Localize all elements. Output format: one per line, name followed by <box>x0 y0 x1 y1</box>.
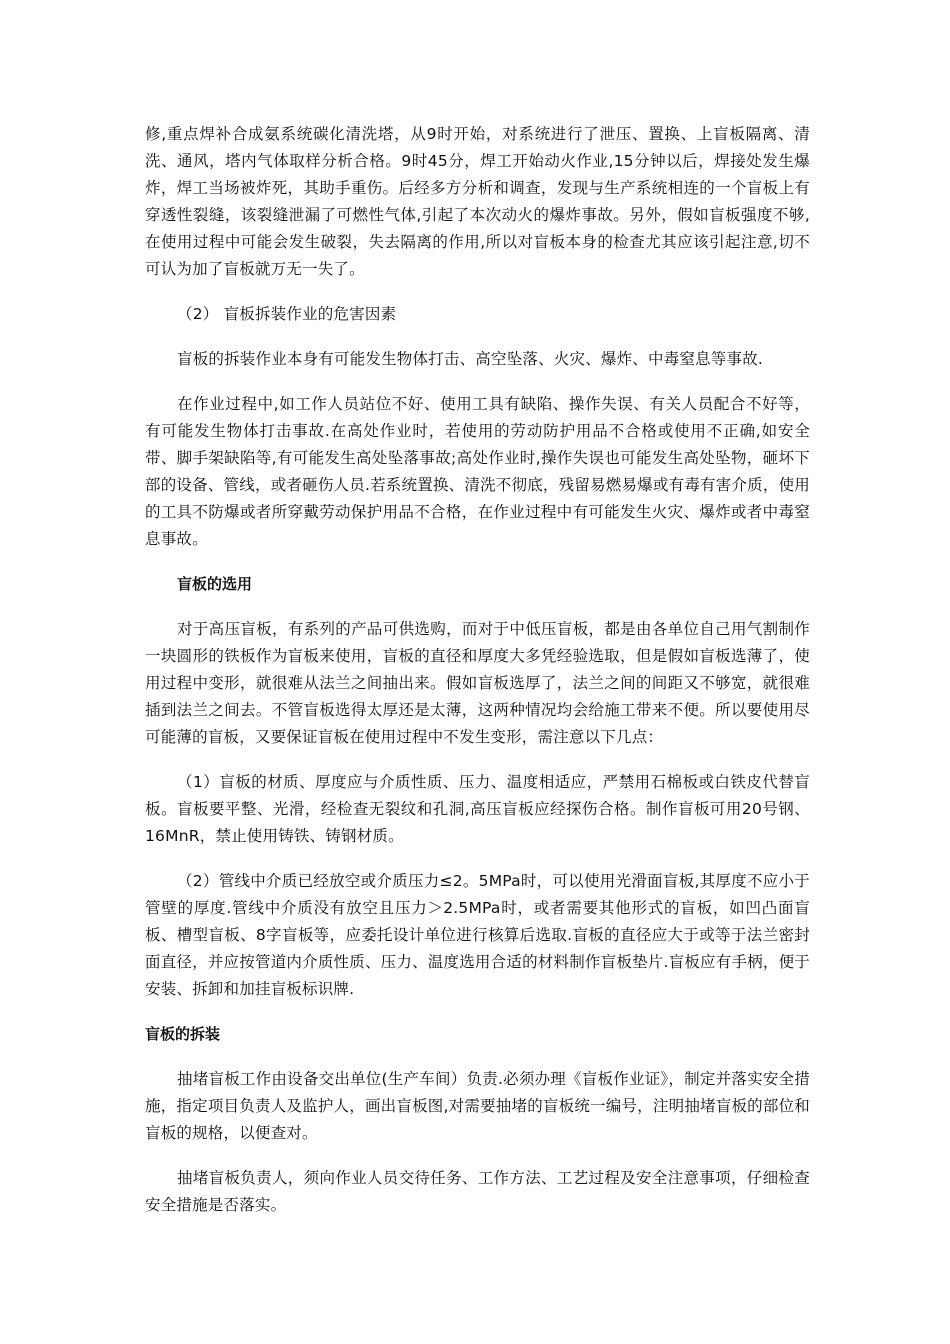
document-body <box>145 121 810 1219</box>
paragraph-accident-case: 修,重点焊补合成氨系统碳化清洗塔，从9时开始，对系统进行了泄压、置换、上盲板隔离、清洗、通风，塔内气体取样分析合格。9时45分，焊工开始动火作业,15分钟以后，焊接处发生爆炸，焊工当场被炸死，其助手重伤。后经多方分析和调查，发现与生产系统相连的一个盲板上有穿透性裂缝，该裂缝泄漏了可燃性气体,引起了本次动火的爆炸事故。另外，假如盲板强度不够,在使用过程中可能会发生破裂，失去隔离的作用,所以对盲板本身的检查尤其应该引起注意,切不可认为加了盲板就万无一失了。 <box>145 125 810 278</box>
paragraph-blind-selection: 对于高压盲板，有系列的产品可供选购，而对于中低压盲板，都是由各单位自己用气割制作一块圆形的铁板作为盲板来使用，盲板的直径和厚度大多凭经验选取，但是假如盲板选薄了，使用过程中变形，就很难从法兰之间抽出来。假如盲板选厚了，法兰之间的间距又不够宽，就很难插到法兰之间去。不管盲板选得太厚还是太薄，这两种情况均会给施工带来不便。所以要使用尽可能薄的盲板，又要保证盲板在使用过程中不发生变形，需注意以下几点： <box>145 620 810 746</box>
heading-blind-selection: 盲板的选用 <box>177 575 253 593</box>
paragraph-installation-briefing: 抽堵盲板负责人，须向作业人员交待任务、工作方法、工艺过程及安全注意事项，仔细检查安全措施是否落实。 <box>145 1169 810 1214</box>
paragraph-installation-responsibility: 抽堵盲板工作由设备交出单位(生产车间）负责.必须办理《盲板作业证》，制定并落实安全措施，指定项目负责人及监护人，画出盲板图,对需要抽堵的盲板统一编号，注明抽堵盲板的部位和盲板的规格，以便查对。 <box>145 1070 810 1142</box>
subheading-hazard-factors: （2） 盲板拆装作业的危害因素 <box>177 305 397 323</box>
paragraph-selection-point-2: （2）管线中介质已经放空或介质压力≤2。5MPa时，可以使用光滑面盲板,其厚度不应小于管壁的厚度.管线中介质没有放空且压力＞2.5MPa时，或者需要其他形式的盲板，如凹凸面盲板、槽型盲板、8字盲板等，应委托设计单位进行核算后选取.盲板的直径应大于或等于法兰密封面直径，并应按管道内介质性质、压力、温度选用合适的材料制作盲板垫片.盲板应有手柄，便于安装、拆卸和加挂盲板标识牌. <box>145 872 810 998</box>
heading-blind-installation: 盲板的拆装 <box>145 1025 221 1043</box>
paragraph-selection-point-1: （1）盲板的材质、厚度应与介质性质、压力、温度相适应，严禁用石棉板或白铁皮代替盲板。盲板要平整、光滑，经检查无裂纹和孔洞,高压盲板应经探伤合格。制作盲板可用20号钢、16MnR，禁止使用铸铁、铸钢材质。 <box>145 773 810 845</box>
paragraph-hazard-details: 在作业过程中,如工作人员站位不好、使用工具有缺陷、操作失误、有关人员配合不好等，有可能发生物体打击事故.在高处作业时，若使用的劳动防护用品不合格或使用不正确,如安全带、脚手架缺陷等,有可能发生高处坠落事故;高处作业时,操作失误也可能发生高处坠物，砸坏下部的设备、管线，或者砸伤人员.若系统置换、清洗不彻底，残留易燃易爆或有毒有害介质，使用的工具不防爆或者所穿戴劳动保护用品不合格，在作业过程中有可能发生火灾、爆炸或者中毒窒息事故。 <box>145 395 810 548</box>
paragraph-hazard-summary: 盲板的拆装作业本身有可能发生物体打击、高空坠落、火灾、爆炸、中毒窒息等事故. <box>177 350 764 368</box>
